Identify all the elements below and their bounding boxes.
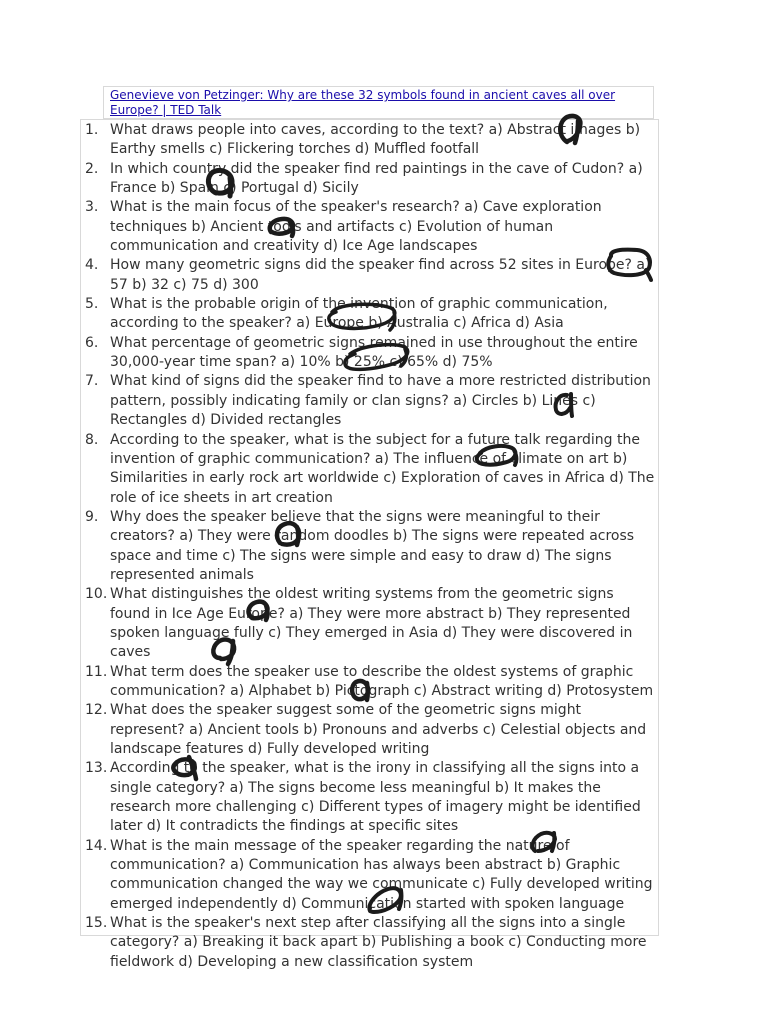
question-item — [81, 914, 658, 972]
question-number: 2. — [85, 160, 99, 177]
question-item — [81, 295, 658, 334]
question-text: What kind of signs did the speaker find to have a more restricted distribution pattern, possibly indicating family or clan signs? a) Circles b) Lines c) Rectangles d) Divided rectangles — [110, 373, 651, 429]
question-item — [81, 508, 658, 585]
question-text: What distinguishes the oldest writing systems from the geometric signs found in Ice Age Europe? a) They were more abstract b) They represented spoken language fully c) They emerged in Asia d) They were discovered in caves — [110, 586, 633, 661]
question-text: What is the main message of the speaker regarding the nature of communication? a) Communication has always been abstract b) Graphic communication changed the way we communicate c) Fully developed writing emerged independently d) Communication started with spoken language — [110, 837, 653, 912]
question-number: 12. — [85, 702, 108, 719]
question-item — [81, 663, 658, 702]
question-number: 4. — [85, 257, 99, 274]
title-box — [103, 86, 654, 119]
question-number: 8. — [85, 431, 99, 448]
question-text: According to the speaker, what is the irony in classifying all the signs into a single category? a) The signs become less meaningful b) It makes the research more challenging c) Different types of imagery might be identified later d) It contradicts the findings at specific sites — [110, 760, 641, 835]
question-item — [81, 121, 658, 160]
question-text: What is the speaker's next step after classifying all the signs into a single category? a) Breaking it back apart b) Publishing a book c) Conducting more fieldwork d) Developing a new classification system — [110, 915, 647, 970]
question-number: 14. — [85, 837, 108, 854]
question-item — [81, 759, 658, 836]
question-item — [81, 334, 658, 373]
question-number: 10. — [85, 586, 108, 603]
question-item — [81, 372, 658, 430]
question-number: 7. — [85, 373, 99, 390]
question-number: 11. — [85, 663, 108, 680]
question-text: Why does the speaker believe that the signs were meaningful to their creators? a) They were random doodles b) The signs were repeated across space and time c) The signs were simple and easy to draw d) The signs represented animals — [110, 508, 635, 583]
questions-box — [80, 119, 659, 970]
question-number: 13. — [85, 760, 108, 777]
question-item — [81, 160, 658, 199]
question-text: In which country did the speaker find red paintings in the cave of Cudon? a) France b) Spain c) Portugal d) Sicily — [110, 160, 643, 197]
question-text: What percentage of geometric signs remained in use throughout the entire 30,000-year time span? a) 10% b) 25% c) 65% d) 75% — [110, 334, 638, 371]
ted-talk-link[interactable]: Genevieve von Petzinger: Why are these 32 symbols found in ancient caves all over Europe? | TED Talk — [110, 88, 616, 117]
question-text: According to the speaker, what is the subject for a future talk regarding the invention of graphic communication? a) The influence of climate on art b) Similarities in early rock art worldwide c) Exploration of caves in Africa d) The role of ice sheets in art creation — [110, 431, 655, 506]
question-text: What does the speaker suggest some of the geometric signs might represent? a) Ancient tools b) Pronouns and adverbs c) Celestial objects and landscape features d) Fully developed writing — [110, 702, 647, 757]
question-number: 3. — [85, 199, 99, 216]
question-item — [81, 701, 658, 759]
question-item — [81, 585, 658, 662]
question-item — [81, 198, 658, 256]
question-number: 9. — [85, 508, 99, 525]
question-item — [81, 256, 658, 295]
question-text: What is the probable origin of the invention of graphic communication, according to the speaker? a) Europe b) Australia c) Africa d) Asia — [110, 296, 608, 332]
question-text: What term does the speaker use to describe the oldest systems of graphic communication? a) Alphabet b) Pictograph c) Abstract writing d) Protosystem — [110, 663, 654, 699]
question-number: 1. — [85, 122, 99, 138]
question-number: 5. — [85, 296, 99, 313]
question-item — [81, 431, 658, 508]
question-text: How many geometric signs did the speaker find across 52 sites in Europe? a) 57 b) 32 c) 75 d) 300 — [110, 257, 651, 293]
question-list — [81, 121, 658, 972]
question-text: What is the main focus of the speaker's research? a) Cave exploration techniques b) Ancient tools and artifacts c) Evolution of human communication and creativity d) Ice Age landscapes — [110, 199, 602, 255]
question-number: 6. — [85, 334, 99, 351]
question-text: What draws people into caves, according to the text? a) Abstract images b) Earthy smells c) Flickering torches d) Muffled footfall — [110, 122, 641, 158]
question-number: 15. — [85, 915, 108, 932]
question-item — [81, 837, 658, 914]
